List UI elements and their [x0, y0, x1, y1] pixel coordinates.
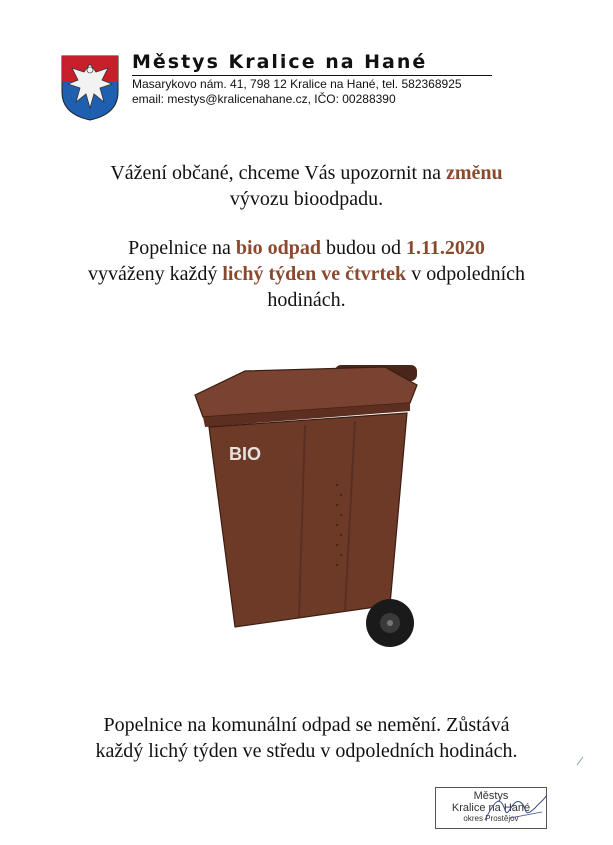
coat-of-arms-icon: [60, 54, 120, 122]
stamp-line-1: Městys: [473, 790, 509, 802]
pen-mark-icon: [575, 755, 585, 767]
text-span: budou od: [320, 237, 406, 259]
highlight-bio-waste: bio odpad: [235, 237, 321, 259]
letterhead: [60, 50, 600, 120]
org-address: Masarykovo nám. 41, 798 12 Kralice na Hané, tel. 582368925: [132, 77, 462, 91]
notice-line: Popelnice na komunální odpad se nemění. Zůstává: [103, 714, 510, 736]
header-divider: [132, 75, 492, 76]
notice-paragraph-2: [0, 235, 613, 313]
bin-label: BIO: [229, 444, 262, 464]
notice-line: [0, 235, 613, 261]
org-name: Městys Kralice na Hané: [132, 51, 428, 73]
notice-line: hodinách.: [267, 289, 346, 311]
text-span: Popelnice na: [128, 237, 236, 259]
stamp-line-3: okres Prostějov: [463, 814, 519, 823]
notice-line: [0, 261, 613, 287]
stamp-line-2: Kralice na Hané: [451, 802, 531, 814]
notice-line: vývozu bioodpadu.: [229, 188, 384, 210]
signature-icon: [480, 790, 550, 830]
text-span: v odpoledních: [406, 263, 526, 285]
highlight-schedule: lichý týden ve čtvrtek: [222, 263, 407, 285]
notice-line: [0, 160, 613, 186]
org-contact: email: mestys@kralicenahane.cz, IČO: 00288390: [132, 92, 396, 106]
highlight-change: změnu: [445, 162, 503, 184]
text-span: Vážení občané, chceme Vás upozornit na: [110, 162, 446, 184]
letterhead-text: [132, 50, 492, 107]
notice-line: každý lichý týden ve středu v odpoledních hodinách.: [95, 740, 518, 762]
highlight-date: 1.11.2020: [405, 237, 485, 259]
text-span: vyváženy každý: [87, 263, 223, 285]
notice-paragraph-3: [0, 712, 613, 764]
bio-waste-bin-image: [185, 355, 425, 655]
notice-paragraph-1: [0, 160, 613, 212]
